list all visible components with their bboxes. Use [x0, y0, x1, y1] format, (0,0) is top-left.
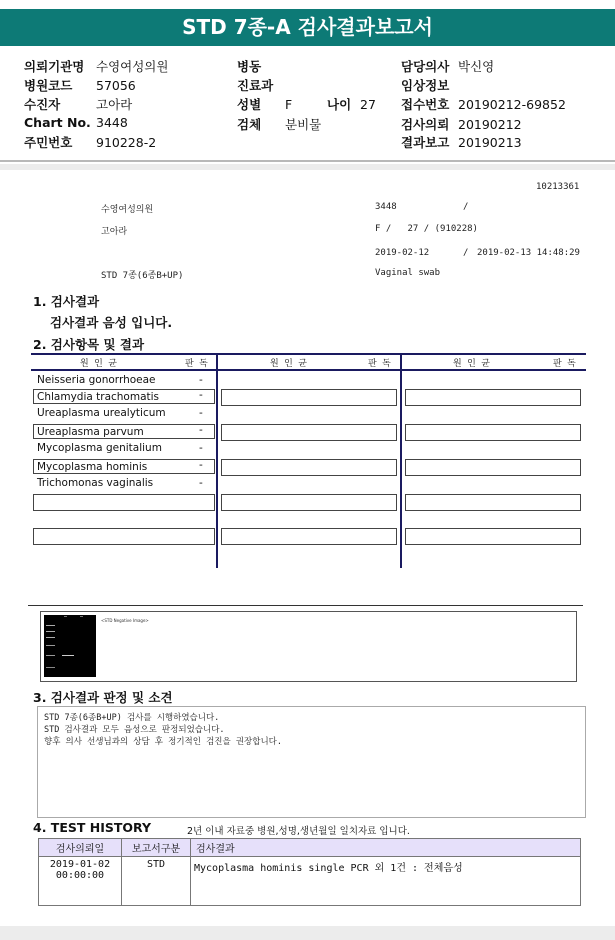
col-header-result-2: 판 독 — [368, 359, 391, 369]
section4-title: 4. TEST HISTORY — [33, 820, 152, 835]
hdr-doctor: 담당의사 박신영 — [401, 59, 495, 74]
section3-title: 3. 검사결과 판정 및 소견 — [33, 690, 173, 705]
pathogen-result: - — [199, 374, 203, 386]
doc-number: 10213361 — [536, 182, 580, 192]
pathogen-result: - — [199, 389, 203, 401]
section2-title: 2. 검사항목 및 결과 — [33, 337, 145, 352]
opinion-box — [37, 706, 586, 818]
col-header-pathogen-1: 원 인 균 — [80, 359, 117, 369]
info-test-name: STD 7종(6종B+UP) — [101, 271, 184, 281]
info-chart-sep: / — [463, 202, 469, 212]
hdr-clinical-info: 임상정보 — [401, 78, 450, 93]
pathogen-row-boxed — [33, 424, 215, 439]
pathogen-result: - — [199, 459, 203, 471]
pathogen-result: - — [199, 477, 203, 489]
pathogen-row-boxed — [33, 459, 215, 474]
empty-cell — [405, 459, 581, 476]
report-page — [0, 170, 615, 926]
history-note: 2년 이내 자료중 병원,성명,생년월일 일치자료 입니다. — [187, 826, 410, 837]
hdr-request-date: 검사의뢰 20190212 — [401, 117, 522, 132]
hdr-hospital-code: 병원코드 57056 — [24, 78, 136, 93]
history-cell-date — [39, 857, 122, 906]
empty-cell — [33, 494, 215, 511]
history-cell-result: Mycoplasma hominis single PCR 외 1건 : 전체음성 — [191, 857, 581, 906]
hdr-report-date: 결과보고 20190213 — [401, 135, 522, 150]
pathogen-row-boxed — [33, 389, 215, 404]
col-header-result-1: 판 독 — [185, 359, 208, 369]
opinion-line: STD 검사결과 모두 음성으로 판정되었습니다. — [44, 725, 225, 735]
empty-cell — [33, 528, 215, 545]
table-col-divider-1 — [216, 353, 218, 568]
empty-cell — [221, 528, 397, 545]
info-clinic: 수영여성의원 — [101, 205, 154, 215]
pathogen-name: Ureaplasma urealyticum — [37, 407, 166, 419]
opinion-line: STD 7종(6종B+UP) 검사를 시행하였습니다. — [44, 713, 220, 723]
table-header-line — [31, 369, 586, 371]
report-header — [0, 0, 615, 164]
empty-cell — [221, 424, 397, 441]
info-chart: 3448 — [375, 202, 397, 212]
hdr-specimen: 검체 분비물 — [237, 117, 322, 132]
col-header-result-3: 판 독 — [553, 359, 576, 369]
history-header-date: 검사의뢰일 — [39, 839, 122, 857]
opinion-line: 향후 의사 선생님과의 상담 후 정기적인 검진을 권장합니다. — [44, 737, 283, 747]
table-row — [39, 857, 581, 906]
hdr-patient: 수진자 고아라 — [24, 97, 133, 112]
pathogen-name: Neisseria gonorrhoeae — [37, 374, 156, 386]
info-patient: 고아라 — [101, 227, 128, 237]
empty-cell — [405, 424, 581, 441]
info-sex-age: F / 27 / (910228) — [375, 224, 478, 234]
pathogen-result: - — [199, 442, 203, 454]
section1-title: 1. 검사결과 — [33, 294, 100, 309]
history-date: 2019-01-02 — [49, 859, 111, 870]
history-header-type: 보고서구분 — [122, 839, 191, 857]
info-specimen: Vaginal swab — [375, 268, 441, 278]
hdr-chart-no: Chart No. 3448 — [24, 115, 128, 130]
pathogen-result: - — [199, 424, 203, 436]
info-date-received: 2019-02-12 — [375, 248, 430, 258]
history-table — [38, 838, 581, 906]
gel-electrophoresis-image — [44, 615, 96, 677]
hdr-resident-no: 주민번호 910228-2 — [24, 135, 157, 150]
pathogen-name: Mycoplasma hominis — [37, 461, 148, 473]
empty-cell — [221, 389, 397, 406]
empty-cell — [221, 494, 397, 511]
hdr-ward: 병동 — [237, 59, 262, 74]
pathogen-name: Ureaplasma parvum — [37, 426, 144, 438]
hdr-receipt-no: 접수번호 20190212-69852 — [401, 97, 566, 112]
col-header-pathogen-3: 원 인 균 — [453, 359, 490, 369]
pathogen-name: Mycoplasma genitalium — [37, 442, 162, 454]
gel-image-label: <STD Negative Image> — [101, 618, 149, 623]
table-col-divider-2 — [400, 353, 402, 568]
history-cell-type: STD — [122, 857, 191, 906]
empty-cell — [405, 494, 581, 511]
hdr-dept: 진료과 — [237, 78, 274, 93]
table-top-line — [31, 353, 586, 355]
hdr-clinic: 의뢰기관명 수영여성의원 — [24, 59, 169, 74]
empty-cell — [405, 528, 581, 545]
pathogen-name: Chlamydia trachomatis — [37, 391, 160, 403]
pathogen-result: - — [199, 407, 203, 419]
report-title: STD 7종-A 검사결과보고서 — [0, 9, 615, 46]
section1-text: 검사결과 음성 입니다. — [50, 315, 173, 330]
info-date-sep: / — [463, 248, 469, 258]
history-time: 00:00:00 — [55, 870, 105, 881]
gel-image-frame — [40, 611, 577, 682]
info-date-reported: 2019-02-13 14:48:29 — [477, 248, 580, 258]
empty-cell — [221, 459, 397, 476]
pathogen-name: Trichomonas vaginalis — [37, 477, 154, 489]
gel-divider — [28, 605, 583, 606]
history-header-result: 검사결과 — [191, 839, 581, 857]
empty-cell — [405, 389, 581, 406]
col-header-pathogen-2: 원 인 균 — [270, 359, 307, 369]
hdr-sex-age: 성별 F 나이 27 — [237, 97, 376, 112]
header-divider — [0, 160, 615, 162]
